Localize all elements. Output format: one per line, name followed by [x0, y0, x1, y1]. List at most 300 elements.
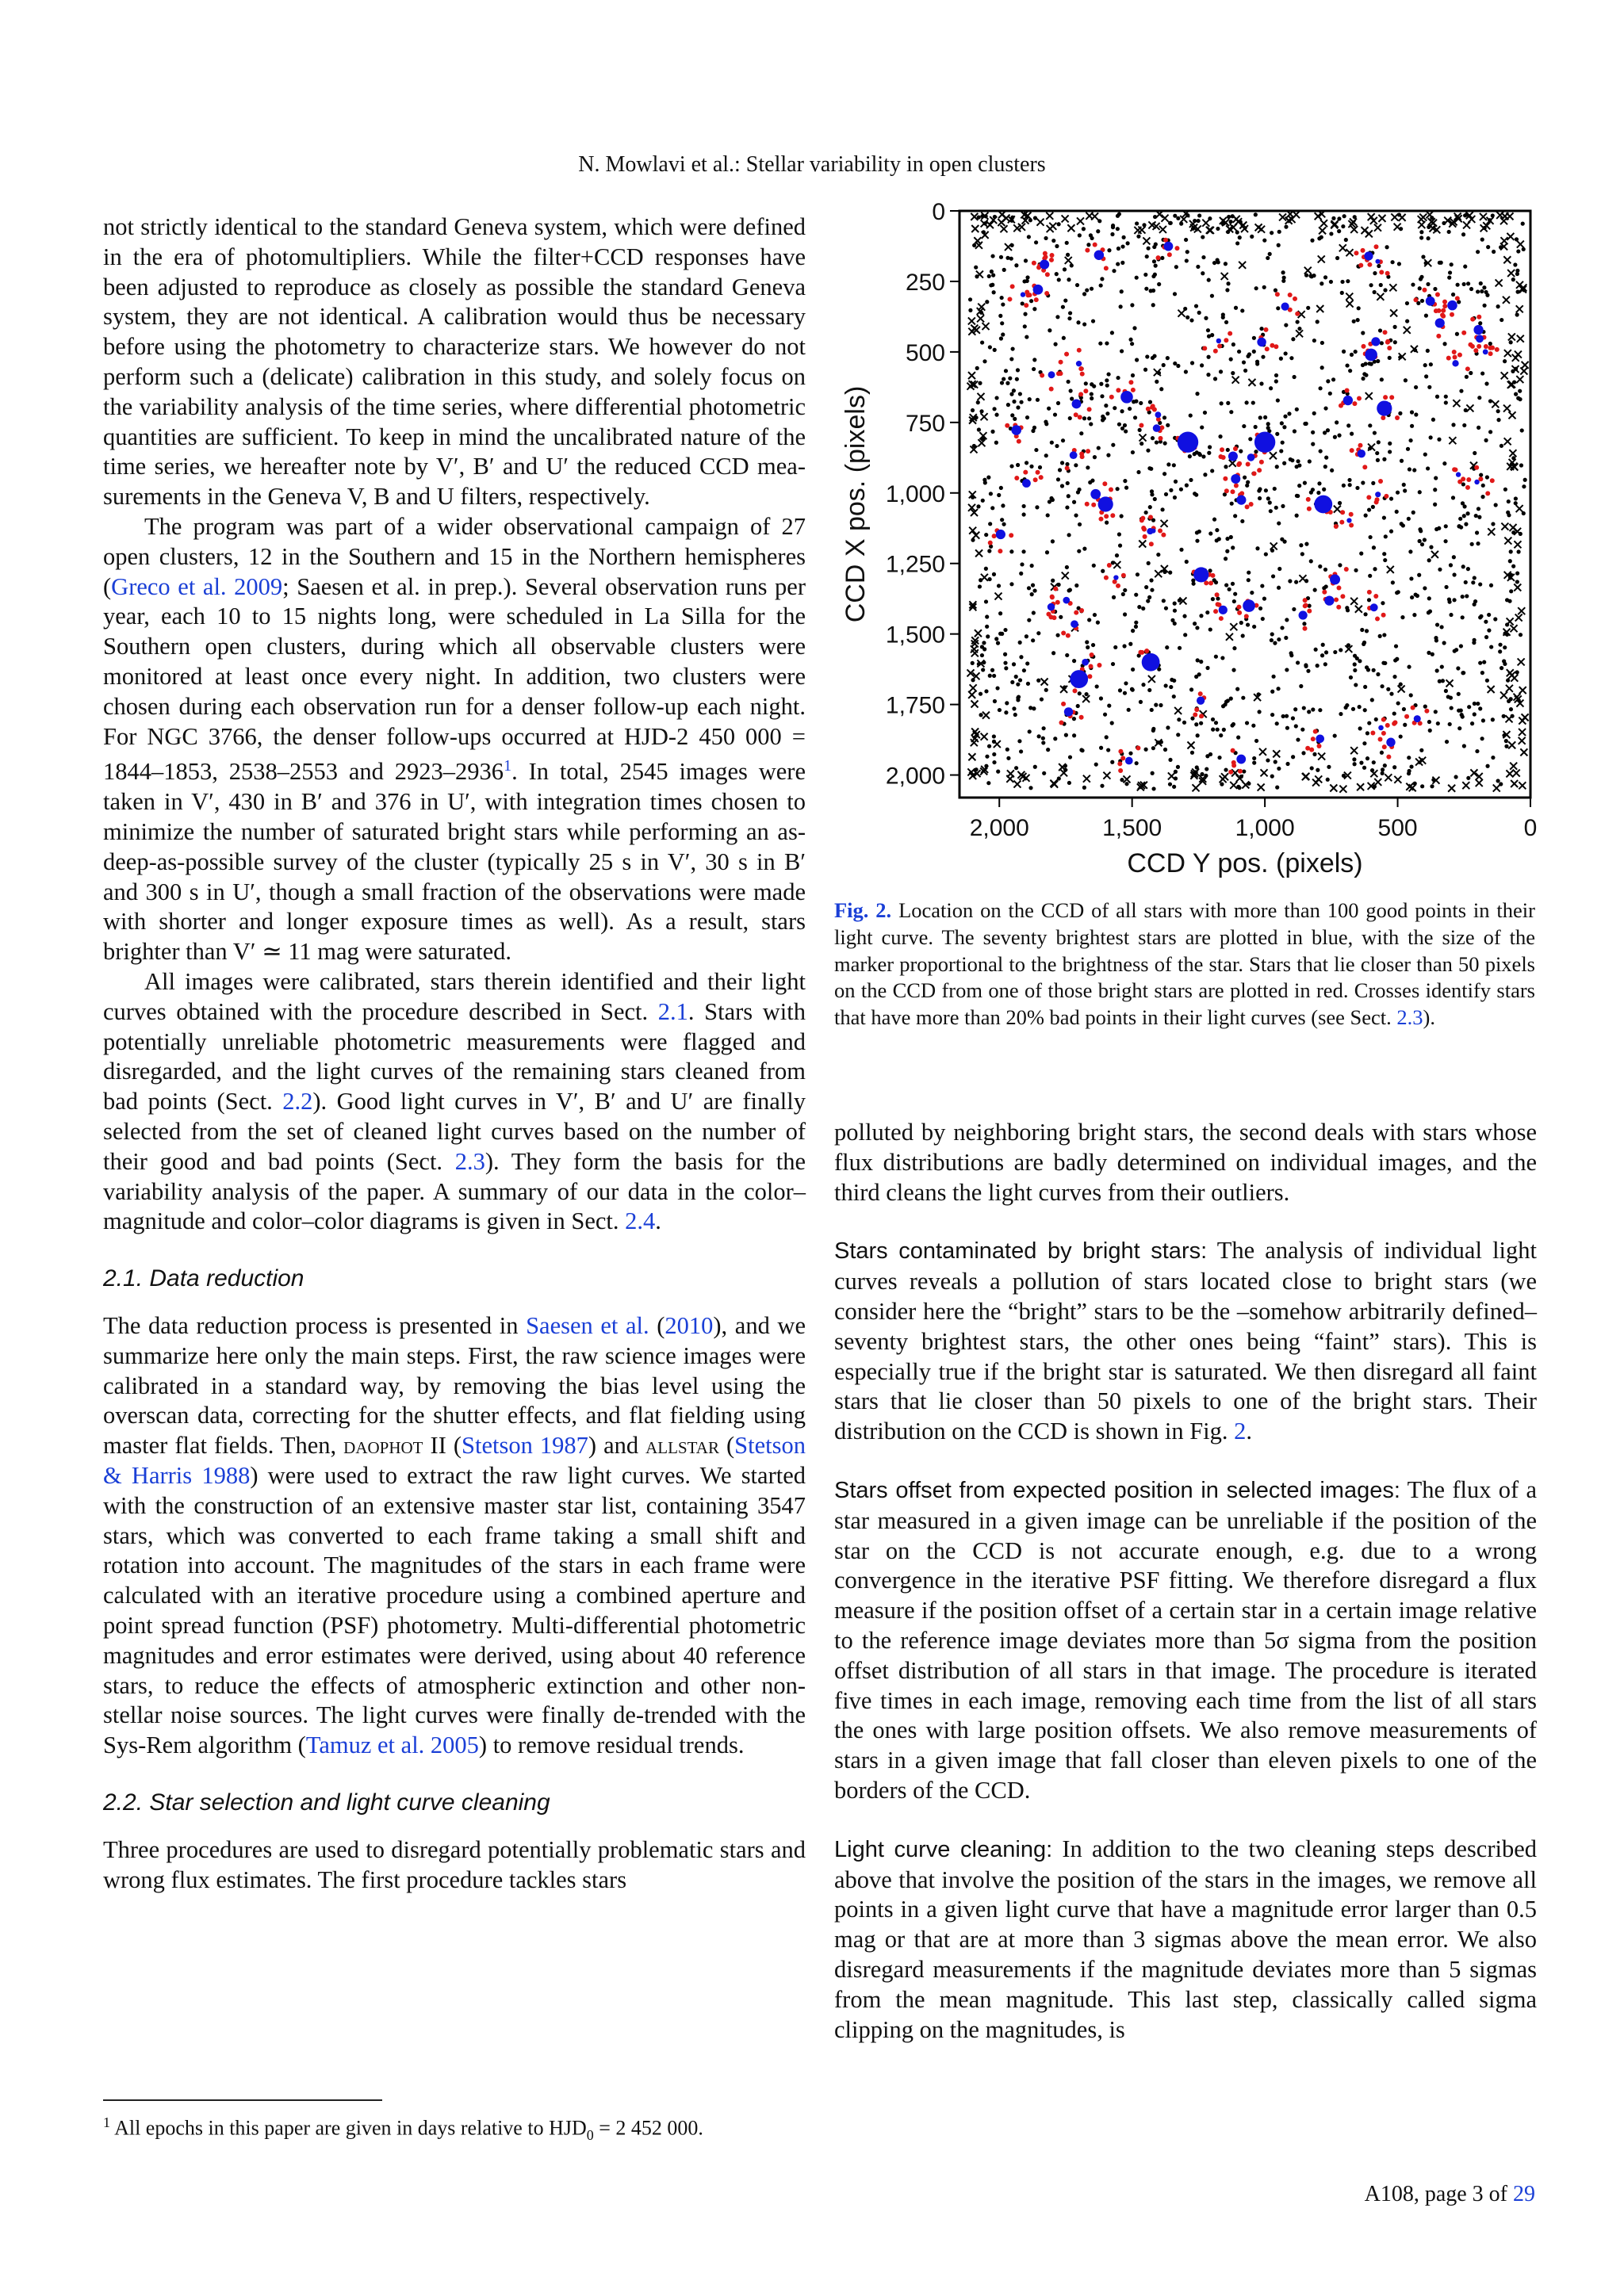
figure-label: Fig. 2. [834, 898, 892, 922]
faint-star-point [1448, 722, 1452, 726]
total-pages-link[interactable]: 29 [1513, 2182, 1535, 2206]
faint-star-point [1226, 401, 1230, 405]
citation-link[interactable]: Greco et al. 2009 [111, 572, 283, 600]
contaminated-star-point [1270, 343, 1274, 348]
faint-star-point [1418, 490, 1422, 494]
faint-star-point [1423, 586, 1427, 590]
faint-star-point [985, 300, 989, 304]
faint-star-point [1163, 442, 1167, 446]
faint-star-point [1312, 752, 1316, 756]
faint-star-point [1111, 443, 1115, 447]
faint-star-point [1238, 235, 1242, 239]
faint-star-point [1252, 625, 1256, 629]
faint-star-point [1056, 477, 1060, 481]
faint-star-point [1414, 592, 1418, 596]
contaminated-star-point [1079, 715, 1084, 720]
faint-star-point [1016, 683, 1020, 687]
faint-star-point [1280, 538, 1284, 541]
bad-points-star-cross [1419, 214, 1427, 221]
contaminated-star-point [1107, 563, 1112, 568]
bright-star-point [1071, 620, 1078, 628]
faint-star-point [1194, 493, 1198, 497]
faint-star-point [1013, 417, 1017, 421]
faint-star-point [998, 708, 1002, 712]
bright-star-point [1231, 474, 1240, 484]
bright-star-point [1040, 260, 1048, 267]
faint-star-point [1116, 376, 1120, 380]
faint-star-point [1025, 634, 1028, 638]
bad-points-star-cross [1519, 687, 1526, 694]
faint-star-point [1032, 307, 1036, 311]
bad-points-star-cross [1270, 542, 1277, 549]
faint-star-point [1096, 229, 1100, 233]
faint-star-point [1477, 507, 1480, 511]
faint-star-point [1210, 294, 1214, 298]
faint-star-point [1492, 250, 1496, 254]
faint-star-point [1115, 553, 1119, 557]
faint-star-point [1177, 718, 1181, 721]
faint-star-point [1125, 241, 1129, 245]
bright-star-point [1247, 453, 1255, 461]
faint-star-point [1377, 264, 1381, 268]
faint-star-point [1153, 273, 1157, 277]
faint-star-point [1021, 504, 1025, 508]
faint-star-point [1075, 283, 1079, 287]
faint-star-point [1015, 377, 1019, 381]
faint-star-point [1143, 368, 1147, 372]
faint-star-point [1461, 595, 1465, 599]
contaminated-star-point [1474, 465, 1479, 470]
faint-star-point [1065, 241, 1069, 245]
faint-star-point [1164, 607, 1168, 610]
bad-points-star-cross [1221, 273, 1228, 280]
faint-star-point [1031, 429, 1035, 433]
faint-star-point [1419, 235, 1423, 239]
contaminated-star-point [1373, 244, 1378, 249]
ccd-star-position-scatter-plot [825, 198, 1554, 888]
bad-points-star-cross [1453, 400, 1460, 407]
contaminated-star-point [1061, 631, 1066, 636]
faint-star-point [1480, 671, 1484, 675]
faint-star-point [1172, 679, 1176, 683]
bright-star-point [1386, 738, 1395, 747]
faint-star-point [1328, 392, 1332, 396]
bright-star-point [1343, 396, 1353, 405]
faint-star-point [1214, 580, 1218, 584]
faint-star-point [1376, 458, 1380, 462]
contaminated-star-point [1316, 744, 1321, 748]
faint-star-point [1489, 584, 1493, 587]
x-tick-label: 1,000 [1235, 815, 1295, 841]
faint-star-point [1408, 467, 1411, 471]
faint-star-point [1279, 357, 1283, 361]
bad-points-star-cross [1239, 262, 1246, 269]
faint-star-point [1461, 564, 1465, 568]
contaminated-star-point [1113, 580, 1117, 584]
contaminated-star-point [1118, 749, 1123, 754]
contaminated-star-point [1413, 297, 1418, 302]
bright-star-point [1316, 734, 1324, 743]
bad-points-star-cross [1522, 362, 1529, 369]
faint-star-point [1509, 340, 1513, 344]
bad-points-star-cross [1013, 781, 1021, 788]
faint-star-point [1389, 496, 1393, 500]
faint-star-point [1183, 633, 1187, 637]
bad-points-star-cross [1077, 217, 1084, 224]
faint-star-point [1378, 328, 1382, 332]
faint-star-point [1284, 351, 1288, 355]
faint-star-point [1076, 320, 1080, 324]
faint-star-point [1099, 382, 1103, 386]
faint-star-point [1065, 653, 1069, 657]
contaminated-star-point [1392, 720, 1397, 725]
faint-star-point [1224, 767, 1228, 771]
faint-star-point [1356, 318, 1360, 322]
faint-star-point [1082, 322, 1086, 326]
faint-star-point [1266, 758, 1270, 762]
section-link[interactable]: 2.2 [282, 1088, 313, 1115]
faint-star-point [1320, 653, 1324, 657]
contaminated-star-point [1219, 616, 1224, 621]
faint-star-point [1395, 510, 1399, 514]
paragraph: Stars offset from expected position in selected images: The flux of a star measured in a given image can be unreliable if the position of the star on the CCD is not accurate enough, e.g. due to a wrong convergence in the iterative PSF fitting. We therefore disregard a flux measure if the position offset of a certain star in a certain image relative to the reference image deviates more than 5σ sigma from the position offset distribution of all stars in that image. The procedure is iterated five times in each image, removing each time from the list of all stars the ones with large position offsets. We also remove measurements of stars in a given image that fall closer than eleven pixels to one of the borders of the CCD. [834, 1475, 1537, 1804]
faint-star-point [1024, 258, 1028, 262]
faint-star-point [1475, 749, 1479, 753]
faint-star-point [1107, 248, 1111, 252]
faint-star-point [1418, 286, 1422, 290]
faint-star-point [1289, 457, 1293, 461]
faint-star-point [1002, 522, 1005, 526]
faint-star-point [982, 641, 986, 645]
bad-points-star-cross [1261, 769, 1268, 776]
faint-star-point [1388, 442, 1392, 446]
faint-star-point [1302, 706, 1306, 710]
faint-star-point [1050, 441, 1054, 445]
citation-link[interactable]: Tamuz et al. 2005 [305, 1732, 479, 1759]
faint-star-point [1037, 734, 1041, 738]
faint-star-point [1149, 578, 1153, 582]
bright-star-point [1236, 755, 1246, 764]
faint-star-point [1086, 243, 1090, 247]
bad-points-star-cross [971, 325, 978, 332]
left-column [103, 212, 806, 1895]
faint-star-point [1135, 276, 1139, 280]
contaminated-star-point [1336, 586, 1341, 591]
faint-star-point [1359, 761, 1363, 765]
faint-star-point [1242, 360, 1246, 364]
faint-star-point [1274, 760, 1277, 763]
contaminated-star-point [1102, 481, 1107, 486]
faint-star-point [1342, 484, 1346, 488]
contaminated-star-point [1361, 248, 1365, 253]
section-link[interactable]: 2.4 [625, 1207, 656, 1235]
bad-points-star-cross [975, 629, 982, 637]
faint-star-point [1104, 404, 1108, 408]
faint-star-point [1001, 332, 1005, 336]
contaminated-star-point [1167, 252, 1172, 257]
contaminated-star-point [1237, 610, 1242, 615]
faint-star-point [1195, 626, 1199, 629]
contaminated-star-point [1303, 598, 1308, 603]
faint-star-point [1433, 503, 1437, 507]
bad-points-star-cross [1508, 333, 1515, 340]
faint-star-point [1220, 656, 1224, 660]
faint-star-point [1487, 613, 1491, 617]
faint-star-point [1254, 739, 1258, 743]
contaminated-star-point [1358, 443, 1362, 448]
faint-star-point [1392, 325, 1396, 329]
faint-star-point [1408, 549, 1412, 553]
faint-star-point [1347, 478, 1351, 482]
faint-star-point [1120, 778, 1124, 782]
faint-star-point [1014, 675, 1018, 679]
faint-star-point [1300, 552, 1304, 556]
faint-star-point [1205, 610, 1209, 614]
faint-star-point [1383, 288, 1387, 292]
faint-star-point [1036, 679, 1040, 683]
bright-star-point [1153, 424, 1161, 432]
faint-star-point [1329, 280, 1333, 284]
bad-points-star-cross [1507, 618, 1514, 625]
bright-star-point [1076, 361, 1082, 366]
faint-star-point [1429, 362, 1433, 366]
contaminated-star-point [1424, 709, 1429, 714]
bad-points-star-cross [1207, 227, 1214, 234]
bad-points-star-cross [1187, 741, 1194, 748]
bad-points-star-cross [1318, 753, 1325, 760]
faint-star-point [1321, 643, 1325, 647]
faint-star-point [1051, 579, 1055, 583]
faint-star-point [1368, 423, 1372, 427]
faint-star-point [1297, 484, 1301, 488]
faint-star-point [1362, 766, 1366, 770]
faint-star-point [982, 478, 986, 482]
contaminated-star-point [1385, 339, 1390, 344]
faint-star-point [1473, 603, 1477, 607]
faint-star-point [1519, 633, 1522, 637]
faint-star-point [1268, 252, 1272, 256]
bright-star-point [1125, 757, 1133, 765]
contaminated-star-point [1230, 489, 1235, 494]
faint-star-point [1503, 359, 1507, 363]
y-tick-label: 2,000 [885, 763, 945, 790]
figure-link[interactable]: 2 [1234, 1418, 1247, 1445]
bad-points-star-cross [1431, 551, 1438, 558]
contaminated-star-point [1442, 300, 1447, 304]
contaminated-star-point [1457, 353, 1462, 358]
faint-star-point [1314, 648, 1318, 652]
faint-star-point [1118, 688, 1122, 692]
faint-star-point [1345, 363, 1349, 367]
faint-star-point [981, 668, 985, 672]
bad-points-star-cross [1230, 623, 1237, 630]
faint-star-point [990, 270, 994, 274]
faint-star-point [1464, 522, 1468, 526]
faint-star-point [987, 744, 991, 748]
contaminated-star-point [1244, 614, 1249, 618]
footnote-marker[interactable]: 1 [504, 757, 512, 775]
bad-points-star-cross [1404, 327, 1411, 334]
faint-star-point [1420, 542, 1424, 546]
faint-star-point [1150, 588, 1154, 592]
y-tick-label: 750 [905, 410, 945, 437]
bad-points-star-cross [1501, 523, 1508, 530]
faint-star-point [1227, 215, 1231, 219]
contaminated-star-point [1050, 253, 1055, 258]
faint-star-point [1098, 342, 1102, 346]
bright-star-point [1072, 399, 1082, 408]
contaminated-star-point [1436, 334, 1441, 339]
faint-star-point [1302, 622, 1306, 626]
faint-star-point [1515, 572, 1519, 576]
faint-star-point [1040, 697, 1044, 701]
faint-star-point [1076, 704, 1080, 708]
faint-star-point [985, 755, 989, 759]
contaminated-star-point [1064, 352, 1069, 357]
bad-points-star-cross [1390, 309, 1397, 316]
section-link[interactable]: 2.3 [454, 1147, 485, 1175]
bad-points-star-cross [1394, 224, 1401, 231]
faint-star-point [1240, 519, 1244, 523]
bright-star-point [1155, 411, 1161, 418]
bad-points-star-cross [1259, 748, 1266, 756]
bad-points-star-cross [977, 315, 984, 322]
bad-points-star-cross [1083, 775, 1090, 783]
contaminated-star-point [1161, 533, 1166, 538]
contaminated-star-point [1193, 713, 1197, 718]
faint-star-point [1000, 296, 1004, 300]
faint-star-point [1154, 264, 1158, 268]
faint-star-point [1141, 683, 1145, 687]
faint-star-point [1312, 411, 1316, 415]
citation-year-link[interactable]: 2010 [665, 1312, 714, 1340]
faint-star-point [1407, 771, 1411, 775]
faint-star-point [1340, 291, 1344, 295]
bad-points-star-cross [981, 733, 988, 740]
faint-star-point [1266, 422, 1270, 426]
contaminated-star-point [1357, 396, 1362, 401]
faint-star-point [1200, 772, 1204, 776]
faint-star-point [1189, 413, 1193, 417]
bad-points-star-cross [1500, 691, 1507, 698]
contaminated-star-point [1387, 346, 1392, 350]
faint-star-point [1444, 524, 1448, 528]
faint-star-point [1138, 428, 1142, 432]
faint-star-point [1373, 290, 1377, 294]
bad-points-star-cross [1346, 300, 1354, 308]
contaminated-star-point [1098, 517, 1103, 522]
faint-star-point [1096, 621, 1100, 625]
contaminated-star-point [1158, 436, 1162, 441]
contaminated-star-point [1061, 702, 1066, 706]
faint-star-point [1281, 441, 1285, 445]
faint-star-point [1382, 515, 1386, 519]
faint-star-point [1141, 607, 1145, 610]
faint-star-point [1496, 409, 1500, 413]
contaminated-star-point [1116, 584, 1120, 588]
faint-star-point [1082, 227, 1086, 231]
contaminated-star-point [1466, 477, 1471, 482]
faint-star-point [990, 506, 994, 510]
bad-points-star-cross [1316, 305, 1323, 312]
contaminated-star-point [1488, 351, 1493, 356]
bad-points-star-cross [1355, 606, 1362, 613]
faint-star-point [1361, 331, 1365, 335]
faint-star-point [1486, 245, 1490, 249]
faint-star-point [1224, 557, 1228, 561]
faint-star-point [1470, 721, 1474, 725]
bad-points-star-cross [1065, 257, 1072, 264]
faint-star-point [1340, 280, 1344, 284]
faint-star-point [993, 699, 997, 703]
faint-star-point [1010, 680, 1014, 684]
faint-star-point [1095, 684, 1099, 688]
faint-star-point [1191, 579, 1195, 583]
faint-star-point [1355, 656, 1359, 660]
faint-star-point [1352, 320, 1356, 323]
faint-star-point [1482, 304, 1486, 308]
contaminated-star-point [1249, 502, 1254, 507]
bad-points-star-cross [1000, 225, 1007, 232]
faint-star-point [1470, 542, 1474, 546]
faint-star-point [1084, 692, 1088, 696]
section-link[interactable]: 2.3 [1396, 1005, 1423, 1030]
faint-star-point [1518, 389, 1522, 393]
faint-star-point [968, 308, 972, 312]
faint-star-point [1390, 260, 1394, 264]
contaminated-star-point [1228, 331, 1232, 336]
faint-star-point [1281, 714, 1285, 718]
faint-star-point [1465, 594, 1469, 598]
faint-star-point [1136, 470, 1140, 474]
faint-star-point [1106, 372, 1110, 376]
faint-star-point [1120, 261, 1124, 265]
faint-star-point [1367, 362, 1371, 365]
section-link[interactable]: 2.1 [657, 997, 688, 1025]
faint-star-point [1393, 340, 1397, 344]
faint-star-point [1128, 752, 1132, 756]
faint-star-point [1094, 763, 1098, 767]
contaminated-star-point [1007, 297, 1012, 301]
faint-star-point [1429, 435, 1433, 439]
bad-points-star-cross [1503, 256, 1511, 263]
faint-star-point [971, 408, 975, 412]
faint-star-point [1254, 450, 1258, 453]
contaminated-star-point [1352, 401, 1357, 406]
faint-star-point [1065, 505, 1069, 509]
contaminated-star-point [1149, 541, 1154, 546]
bad-points-star-cross [1520, 748, 1527, 756]
faint-star-point [1121, 235, 1125, 239]
faint-star-point [1266, 496, 1270, 500]
citation-link[interactable]: Stetson 1987 [462, 1432, 588, 1460]
citation-link[interactable]: Stetson & Harris 1988 [103, 1432, 806, 1490]
faint-star-point [1338, 563, 1342, 567]
contaminated-star-point [1223, 476, 1228, 481]
faint-star-point [1208, 445, 1212, 449]
faint-star-point [1284, 323, 1288, 327]
bright-star-point [1197, 697, 1205, 705]
faint-star-point [1224, 320, 1228, 324]
faint-star-point [1110, 331, 1114, 335]
bad-points-star-cross [1174, 707, 1182, 714]
bad-points-star-cross [1005, 243, 1012, 251]
faint-star-point [988, 522, 992, 526]
faint-star-point [1296, 660, 1300, 664]
faint-star-point [1113, 406, 1116, 410]
faint-star-point [1437, 438, 1441, 442]
citation-link[interactable]: Saesen et al. [526, 1312, 649, 1340]
